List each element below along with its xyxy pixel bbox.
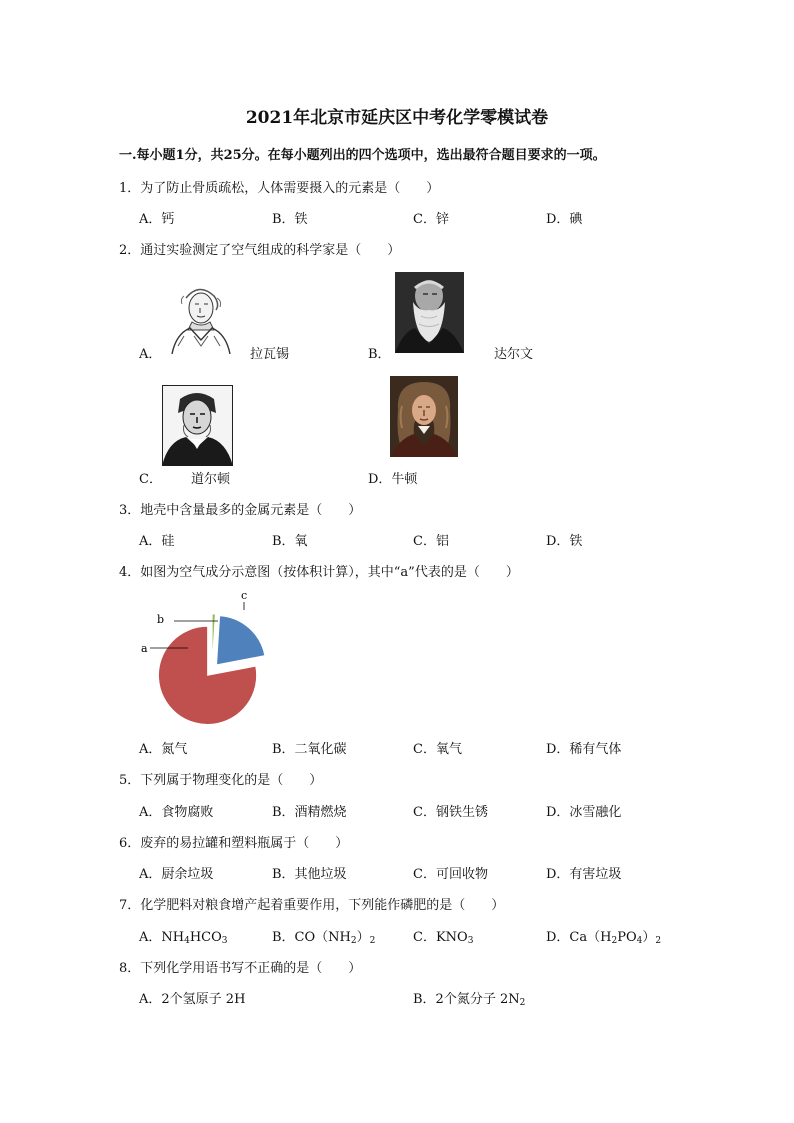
q3-option-b: B．氧 [272,534,308,549]
pie-label-b: b [157,613,165,626]
q5-option-b: B．酒精燃烧 [272,805,347,820]
q1-option-b: B．铁 [272,212,308,227]
lavoisier-portrait [164,276,234,354]
dalton-portrait [162,385,233,466]
q5-option-d: D．冰雪融化 [546,805,622,820]
q4-option-a: A．氮气 [139,742,188,757]
q6-option-a: A．厨余垃圾 [139,867,214,882]
q5-option-a: A．食物腐败 [139,805,214,820]
q2-option-a-letter: A． [139,347,162,362]
question-2-stem: 2．通过实验测定了空气组成的科学家是（ ） [119,243,401,258]
q3-option-d: D．铁 [546,534,583,549]
question-5-stem: 5．下列属于物理变化的是（ ） [119,773,323,788]
q2-option-d: D．牛顿 [368,472,418,487]
section-header: 一.每小题1分，共25分。在每小题列出的四个选项中，选出最符合题目要求的一项。 [119,148,606,163]
q6-option-d: D．有害垃圾 [546,867,622,882]
q2-option-a-name: 拉瓦锡 [250,347,290,362]
q5-option-c: C．钢铁生锈 [413,805,488,820]
pie-slice-c [217,616,265,665]
air-composition-pie-chart [130,582,280,732]
darwin-portrait [395,272,464,353]
q4-option-b: B．二氧化碳 [272,742,347,757]
question-8-stem: 8．下列化学用语书写不正确的是（ ） [119,961,362,976]
q7-option-a: A．$NH_4HCO_3$ [139,930,228,946]
question-3-stem: 3．地壳中含量最多的金属元素是（ ） [119,503,362,518]
q2-option-c-letter: C． [139,472,162,487]
pie-label-a: a [141,642,148,655]
q8-option-b: B．2个氮分子 $2N_2$ [413,992,526,1008]
q1-option-c: C．锌 [413,212,449,227]
question-4-stem: 4．如图为空气成分示意图（按体积计算），其中“a”代表的是（ ） [119,565,519,580]
q6-option-b: B．其他垃圾 [272,867,347,882]
q3-option-a: A．硅 [139,534,175,549]
newton-portrait [390,376,458,457]
pie-label-c: c [241,589,248,602]
q2-option-b-name: 达尔文 [494,347,534,362]
q6-option-c: C．可回收物 [413,867,488,882]
question-1-stem: 1．为了防止骨质疏松，人体需要摄入的元素是（ ） [119,181,440,196]
q2-option-b-letter: B． [368,347,391,362]
q1-option-d: D．碘 [546,212,583,227]
q3-option-c: C．铝 [413,534,449,549]
q7-option-c: C．$KNO_3$ [413,930,474,946]
q8-option-a: A．2个氢原子 2H [139,992,246,1007]
q4-option-c: C．氧气 [413,742,462,757]
q4-option-d: D．稀有气体 [546,742,622,757]
q7-option-b: B．$CO(NH_2)_2$ [272,930,376,946]
q7-option-d: D．$Ca(H_2PO_4)_2$ [546,930,662,946]
q1-option-a: A．钙 [139,212,175,227]
exam-title: 2021年北京市延庆区中考化学零模试卷 [245,108,549,128]
question-7-stem: 7．化学肥料对粮食增产起着重要作用，下列能作磷肥的是（ ） [119,898,505,913]
q2-option-c-name: 道尔顿 [191,472,231,487]
question-6-stem: 6．废弃的易拉罐和塑料瓶属于（ ） [119,836,349,851]
